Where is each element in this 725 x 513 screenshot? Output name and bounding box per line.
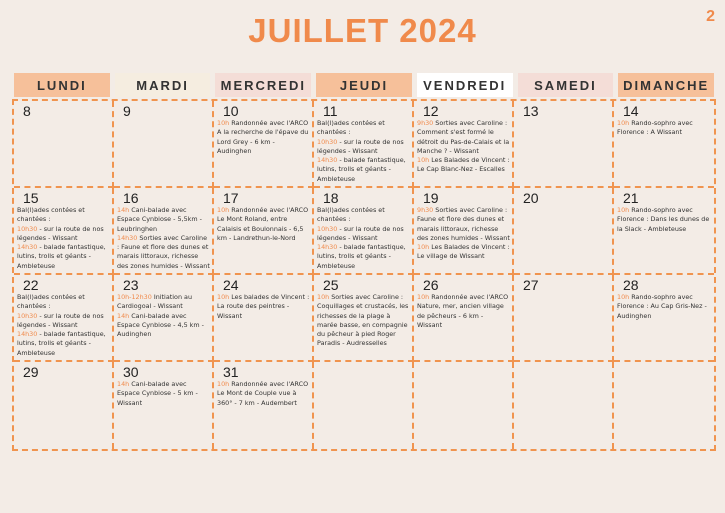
page-title: JUILLET 2024 — [248, 12, 477, 49]
day-number: 20 — [523, 190, 539, 206]
event-entry — [117, 293, 210, 312]
calendar-grid — [12, 99, 716, 451]
day-cell — [314, 362, 414, 449]
event-text: - sur la route de nos légendes - Wissant — [17, 224, 104, 242]
event-time: 10h — [417, 156, 430, 165]
event-text: Randonnée avec l'ARCO Le Mont de Couple vue à 360° - 7 km - Audembert — [217, 380, 309, 407]
day-cell — [114, 275, 214, 362]
day-cell — [14, 362, 114, 449]
day-number: 31 — [223, 364, 239, 380]
event-text: Randonnée avec l'ARCO Le Mont Roland, entre Calaisis et Boulonnais - 6,5 km - Landrethun-le-Nord — [217, 206, 309, 242]
day-number: 18 — [323, 190, 339, 206]
event-text: - balade fantastique, lutins, trolls et géants - Ambleteuse — [17, 330, 106, 357]
day-cell — [14, 101, 114, 188]
day-cell — [514, 362, 614, 449]
event-entry — [117, 234, 210, 271]
weekday-header-mardi: MARDI — [115, 73, 211, 97]
event-entry — [317, 138, 410, 157]
weekday-header-dimanche: DIMANCHE — [618, 73, 714, 97]
day-cell — [214, 275, 314, 362]
day-cell — [214, 188, 314, 275]
event-entry — [217, 293, 310, 321]
event-entry — [417, 243, 510, 262]
event-time: 14h — [117, 380, 130, 388]
day-cell — [114, 362, 214, 449]
event-text: - sur la route de nos légendes - Wissant — [317, 137, 404, 155]
event-entry — [417, 293, 510, 330]
day-number: 28 — [623, 277, 639, 293]
event-text: Randonnée avec l'ARCO A la recherche de l'épave du Lord Grey - 6 km - Audinghen — [217, 119, 309, 155]
day-cell — [514, 101, 614, 188]
day-cell — [314, 275, 414, 362]
event-entry — [317, 156, 410, 184]
event-time: 9h30 — [417, 119, 434, 127]
event-text: - sur la route de nos légendes - Wissant — [317, 224, 404, 242]
event-text: Cani-balade avec Espace Cynbiose - 5,5km - Leubringhen — [117, 206, 202, 233]
day-number: 11 — [323, 103, 338, 119]
event-entry — [317, 293, 410, 349]
day-number: 26 — [423, 277, 439, 293]
day-number: 17 — [223, 190, 239, 206]
event-time: 14h30 — [317, 156, 338, 165]
day-number: 19 — [423, 190, 439, 206]
day-cell — [414, 101, 514, 188]
event-time: 10h30 — [317, 137, 338, 146]
event-entry — [117, 206, 210, 234]
event-time: 14h — [117, 206, 130, 214]
event-entry — [17, 225, 110, 244]
event-time: 10h-12h30 — [117, 293, 152, 301]
day-number: 15 — [23, 190, 39, 206]
day-number: 30 — [123, 364, 139, 380]
day-cell — [314, 101, 414, 188]
event-text: Rando-sophro avec Florence : Dans les dunes de la Slack - Ambleteuse — [617, 206, 710, 233]
event-text: - balade fantastique, lutins, trolls et géants - Ambleteuse — [317, 243, 406, 270]
event-entry — [317, 206, 410, 225]
event-entry — [17, 330, 110, 358]
event-text: Bal(l)ades contées et chantées : — [317, 119, 385, 137]
event-entry — [17, 206, 110, 225]
day-number: 24 — [223, 277, 239, 293]
day-cell — [414, 275, 514, 362]
day-cell — [14, 188, 114, 275]
day-cell — [514, 275, 614, 362]
event-time: 10h30 — [17, 311, 38, 320]
event-text: Les balades de Vincent : La route des peintres - Wissant — [217, 293, 310, 320]
event-text: Rando-sophro avec Florence : A Wissant — [617, 119, 693, 137]
day-cell — [514, 188, 614, 275]
event-time: 14h30 — [17, 243, 38, 252]
day-number: 10 — [223, 103, 239, 119]
day-cell — [614, 101, 714, 188]
event-text: Sorties avec Caroline : Faune et flore des dunes et marais littoraux, richesse des zones humides - Wissant — [117, 233, 210, 270]
event-time: 14h30 — [317, 243, 338, 252]
event-entry — [17, 293, 110, 312]
day-number: 8 — [23, 103, 31, 119]
event-text: Initiation au Cardiogoal - Wissant — [117, 293, 192, 311]
day-number: 13 — [523, 103, 539, 119]
day-number: 23 — [123, 277, 139, 293]
day-number: 9 — [123, 103, 131, 119]
event-time: 10h30 — [317, 224, 338, 233]
day-cell — [114, 101, 214, 188]
event-text: - balade fantastique, lutins, trolls et géants - Ambleteuse — [17, 243, 106, 270]
event-text: Cani-balade avec Espace Cynbiose - 4,5 km - Audinghen — [117, 311, 204, 339]
day-cell — [214, 101, 314, 188]
day-number: 22 — [23, 277, 39, 293]
event-entry — [117, 380, 210, 408]
day-cell — [614, 275, 714, 362]
event-entry — [217, 206, 310, 243]
event-entry — [17, 312, 110, 331]
event-time: 14h30 — [17, 330, 38, 339]
event-entry — [17, 243, 110, 271]
event-text: Les Balades de Vincent : Le village de Wissant — [417, 243, 510, 261]
event-time: 10h — [217, 380, 230, 388]
event-text: Bal(l)ades contées et chantées : — [17, 206, 85, 224]
day-number: 25 — [323, 277, 339, 293]
event-entry — [417, 119, 510, 156]
day-number: 16 — [123, 190, 139, 206]
event-entry — [317, 225, 410, 244]
event-text: Sorties avec Caroline : Faune et flore des dunes et marais littoraux, richesse des zones humides - Wissant — [417, 206, 510, 242]
day-number: 14 — [623, 103, 639, 119]
event-entry — [117, 312, 210, 340]
day-cell — [314, 188, 414, 275]
event-text: Randonnée avec l'ARCO Nature, mer, ancien village de pêcheurs - 6 km - Wissant — [417, 293, 509, 329]
event-entry — [417, 156, 510, 175]
event-text: - sur la route de nos légendes - Wissant — [17, 311, 104, 329]
event-time: 10h — [617, 293, 630, 301]
day-cell — [614, 362, 714, 449]
weekday-header-samedi: SAMEDI — [518, 73, 614, 97]
event-text: Sorties avec Caroline : Coquillages et crustacés, les richesses de la plage à marée basse, en compagnie du pêcheur à pied Roger Paradis - Audresselles — [317, 293, 409, 348]
event-entry — [617, 206, 712, 234]
event-text: Rando-sophro avec Florence : Au Cap Gris-Nez - Audinghen — [617, 293, 707, 320]
day-cell — [414, 188, 514, 275]
event-text: Bal(l)ades contées et chantées : — [17, 293, 85, 311]
event-entry — [317, 243, 410, 271]
event-time: 10h — [417, 293, 430, 301]
day-cell — [214, 362, 314, 449]
page-number: 2 — [706, 8, 715, 25]
event-text: Les Balades de Vincent : Le Cap Blanc-Nez - Escalles — [417, 156, 510, 174]
event-entry — [217, 119, 310, 156]
weekday-header-lundi: LUNDI — [14, 73, 110, 97]
day-cell — [414, 362, 514, 449]
event-entry — [317, 119, 410, 138]
event-time: 14h — [117, 311, 130, 320]
event-text: Bal(l)ades contées et chantées : — [317, 206, 385, 224]
day-number: 12 — [423, 103, 439, 119]
day-cell — [14, 275, 114, 362]
event-time: 9h30 — [417, 206, 434, 214]
event-entry — [217, 380, 310, 408]
event-time: 10h — [317, 293, 330, 301]
event-entry — [617, 119, 712, 138]
event-entry — [617, 293, 712, 321]
event-time: 10h — [217, 293, 230, 301]
event-entry — [417, 206, 510, 243]
event-time: 14h30 — [117, 233, 138, 242]
event-time: 10h — [217, 119, 230, 127]
event-time: 10h — [217, 206, 230, 214]
day-cell — [614, 188, 714, 275]
weekday-header-mercredi: MERCREDI — [215, 73, 311, 97]
event-text: Sorties avec Caroline : Comment s'est formé le détroit du Pas-de-Calais et la Manche ? - Wissant — [417, 119, 510, 155]
day-number: 29 — [23, 364, 39, 380]
weekday-header-vendredi: VENDREDI — [417, 73, 513, 97]
day-number: 21 — [623, 190, 639, 206]
day-cell — [114, 188, 214, 275]
weekday-header-jeudi: JEUDI — [316, 73, 412, 97]
event-time: 10h30 — [17, 224, 38, 233]
event-text: - balade fantastique, lutins, trolls et géants - Ambleteuse — [317, 156, 406, 183]
event-time: 10h — [417, 243, 430, 252]
day-number: 27 — [523, 277, 539, 293]
weekday-header-row — [14, 73, 714, 97]
event-time: 10h — [617, 119, 630, 127]
event-time: 10h — [617, 206, 630, 214]
event-text: Cani-balade avec Espace Cynbiose - 5 km - Wissant — [117, 380, 198, 407]
